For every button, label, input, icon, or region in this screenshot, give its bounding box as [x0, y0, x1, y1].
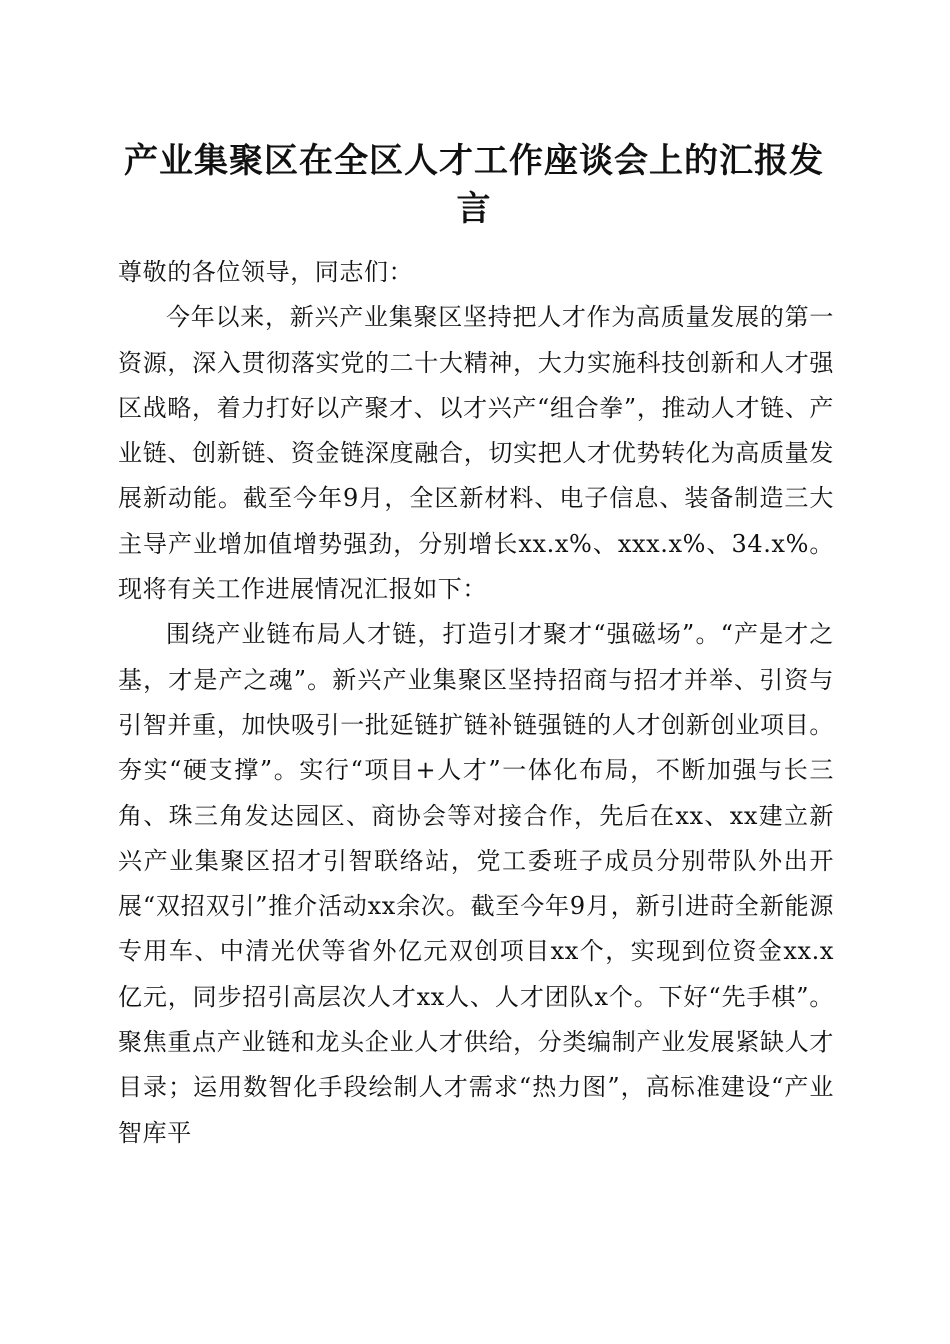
document-body	[118, 250, 834, 1156]
paragraph-talent-chain: 围绕产业链布局人才链，打造引才聚才“强磁场”。“产是才之基，才是产之魂”。新兴产业集聚区坚持招商与招才并举、引资与引智并重，加快吸引一批延链扩链补链强链的人才创新创业项目。夯实“硬支撑”。实行“项目+人才”一体化布局，不断加强与长三角、珠三角发达园区、商协会等对接合作，先后在xx、xx建立新兴产业集聚区招才引智联络站，党工委班子成员分别带队外出开展“双招双引”推介活动xx余次。截至今年9月，新引进莳全新能源专用车、中清光伏等省外亿元双创项目xx个，实现到位资金xx.x亿元，同步招引高层次人才xx人、人才团队x个。下好“先手棋”。聚焦重点产业链和龙头企业人才供给，分类编制产业发展紧缺人才目录；运用数智化手段绘制人才需求“热力图”，高标准建设“产业智库平	[118, 620, 834, 1147]
salutation: 尊敬的各位领导，同志们：	[118, 258, 414, 286]
document-title: 产业集聚区在全区人才工作座谈会上的汇报发言	[124, 141, 824, 229]
paragraph-intro: 今年以来，新兴产业集聚区坚持把人才作为高质量发展的第一资源，深入贯彻落实党的二十大精神，大力实施科技创新和人才强区战略，着力打好以产聚才、以才兴产“组合拳”，推动人才链、产业链、创新链、资金链深度融合，切实把人才优势转化为高质量发展新动能。截至今年9月，全区新材料、电子信息、装备制造三大主导产业增加值增势强劲，分别增长xx.x%、xxx.x%、34.x%。现将有关工作进展情况汇报如下：	[118, 303, 834, 604]
